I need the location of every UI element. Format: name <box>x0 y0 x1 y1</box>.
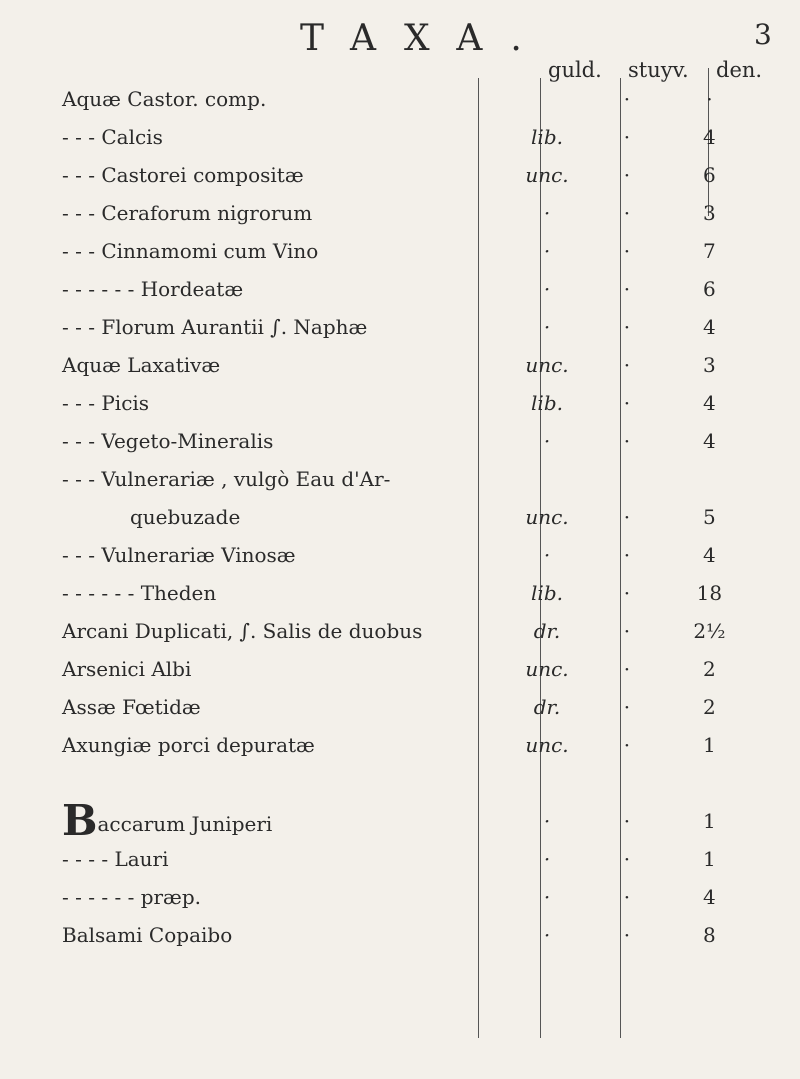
item-guld: · <box>623 125 631 149</box>
item-name-text: - - - - - - Theden <box>62 581 217 605</box>
item-stuyv: 4 <box>703 125 716 149</box>
item-stuyv: 4 <box>703 315 716 339</box>
item-guld: · <box>623 543 631 567</box>
item-unit: lib. <box>531 125 563 149</box>
item-name <box>62 764 507 802</box>
item-name-text: - - - Picis <box>62 391 150 415</box>
decorated-initial: B <box>62 796 98 845</box>
table-row <box>62 840 752 878</box>
item-guld: · <box>623 847 631 871</box>
item-name-text: Arsenici Albi <box>62 657 192 681</box>
item-guld: · <box>623 619 631 643</box>
item-unit: · <box>543 809 551 833</box>
item-name-text: Balsami Copaibo <box>62 923 233 947</box>
item-name-text: - - - Calcis <box>62 125 163 149</box>
item-stuyv: 5 <box>703 505 716 529</box>
item-name <box>62 688 507 726</box>
table-row <box>62 612 752 650</box>
item-stuyv: 1 <box>703 733 716 757</box>
item-stuyv: 2 <box>703 695 716 719</box>
item-name <box>62 384 507 422</box>
item-stuyv: 18 <box>696 581 723 605</box>
item-stuyv: 4 <box>703 429 716 453</box>
item-name-text: Arcani Duplicati, ∫. Salis de duobus <box>62 619 423 643</box>
table-row <box>62 536 752 574</box>
table-row <box>62 688 752 726</box>
item-name-text: - - - - Lauri <box>62 847 169 871</box>
item-guld: · <box>623 239 631 263</box>
item-unit: dr. <box>533 695 561 719</box>
table-row <box>62 726 752 764</box>
item-name <box>62 194 507 232</box>
item-name-text: accarum Juniperi <box>97 812 273 836</box>
item-guld: · <box>623 353 631 377</box>
item-unit <box>507 764 587 802</box>
item-guld: · <box>623 695 631 719</box>
item-unit: · <box>543 315 551 339</box>
item-name-text: - - - Florum Aurantii ∫. Naphæ <box>62 315 368 339</box>
item-stuyv: 3 <box>703 353 716 377</box>
item-name-text: Assæ Fœtidæ <box>62 695 201 719</box>
item-guld: · <box>623 277 631 301</box>
tariff-table <box>62 80 752 954</box>
item-stuyv: 6 <box>703 277 716 301</box>
item-name <box>62 840 507 878</box>
column-header-den: den. <box>716 58 763 82</box>
item-unit: · <box>543 847 551 871</box>
item-name-text: - - - - - - Hordeatæ <box>62 277 244 301</box>
item-guld: · <box>623 201 631 225</box>
item-name <box>62 650 507 688</box>
item-stuyv: 4 <box>703 391 716 415</box>
table-row <box>62 650 752 688</box>
item-unit: lib. <box>531 581 563 605</box>
item-stuyv: 2½ <box>693 619 726 643</box>
item-name-text: - - - Cinnamomi cum Vino <box>62 239 319 263</box>
item-guld: · <box>623 315 631 339</box>
table-row <box>62 422 752 460</box>
item-name <box>62 80 507 118</box>
item-name <box>62 118 507 156</box>
table-row <box>62 346 752 384</box>
table-row <box>62 878 752 916</box>
table-row <box>62 194 752 232</box>
table-row <box>62 498 752 536</box>
item-name-text: quebuzade <box>130 505 241 529</box>
item-unit: unc. <box>525 353 569 377</box>
item-unit: · <box>543 885 551 909</box>
item-stuyv: 4 <box>703 543 716 567</box>
item-unit <box>507 460 587 498</box>
item-name <box>62 726 507 764</box>
item-name <box>62 346 507 384</box>
item-stuyv: 3 <box>703 201 716 225</box>
item-name <box>62 612 507 650</box>
item-name-text: Aquæ Laxativæ <box>62 353 221 377</box>
item-name <box>62 498 507 536</box>
item-stuyv: · <box>706 87 713 111</box>
item-name <box>62 270 507 308</box>
item-stuyv: 1 <box>703 809 716 833</box>
item-name <box>62 536 507 574</box>
item-stuyv <box>667 460 752 498</box>
item-name <box>62 878 507 916</box>
item-unit: unc. <box>525 657 569 681</box>
item-unit: · <box>543 429 551 453</box>
table-row <box>62 118 752 156</box>
item-unit: unc. <box>525 505 569 529</box>
item-stuyv: 2 <box>703 657 716 681</box>
table-row <box>62 270 752 308</box>
item-name-text: - - - - - - præp. <box>62 885 202 909</box>
item-unit: · <box>543 923 551 947</box>
item-name-text: - - - Vulnerariæ Vinosæ <box>62 543 296 567</box>
table-row <box>62 802 752 840</box>
item-unit: · <box>543 201 551 225</box>
item-name <box>62 156 507 194</box>
table-row <box>62 916 752 954</box>
table-row <box>62 232 752 270</box>
item-unit: lib. <box>531 391 563 415</box>
item-guld: · <box>623 429 631 453</box>
item-guld: · <box>623 657 631 681</box>
item-name-text: - - - Vulnerariæ , vulgò Eau d'Ar- <box>62 467 391 491</box>
item-guld: · <box>623 809 631 833</box>
item-name <box>62 916 507 954</box>
item-guld: · <box>623 163 631 187</box>
item-unit: unc. <box>525 163 569 187</box>
item-guld: · <box>623 733 631 757</box>
item-name-text: - - - Ceraforum nigrorum <box>62 201 313 225</box>
item-stuyv <box>667 764 752 802</box>
item-name-text: - - - Castorei compositæ <box>62 163 304 187</box>
table-row <box>62 80 752 118</box>
table-row <box>62 574 752 612</box>
item-guld: · <box>623 87 631 111</box>
table-row <box>62 764 752 802</box>
item-guld: · <box>623 885 631 909</box>
item-guld <box>587 460 667 498</box>
column-header-stuyv: stuyv. <box>628 58 689 82</box>
table-row <box>62 156 752 194</box>
item-unit: unc. <box>525 733 569 757</box>
item-name <box>62 460 507 498</box>
item-unit <box>507 80 587 118</box>
table-row <box>62 308 752 346</box>
item-name <box>62 308 507 346</box>
header-title: TAXA. <box>300 18 550 59</box>
item-unit: · <box>543 239 551 263</box>
item-unit: dr. <box>533 619 561 643</box>
item-guld: · <box>623 923 631 947</box>
page-number: 3 <box>754 18 772 51</box>
item-name <box>62 796 507 845</box>
item-stuyv: 6 <box>703 163 716 187</box>
item-name <box>62 232 507 270</box>
table-row <box>62 460 752 498</box>
table-row <box>62 384 752 422</box>
item-guld: · <box>623 391 631 415</box>
item-guld: · <box>623 581 631 605</box>
item-name-text: Axungiæ porci depuratæ <box>62 733 315 757</box>
item-stuyv: 7 <box>703 239 716 263</box>
item-stuyv: 1 <box>703 847 716 871</box>
item-guld: · <box>623 505 631 529</box>
item-name <box>62 422 507 460</box>
item-name-text: Aquæ Castor. comp. <box>62 87 267 111</box>
column-header-guld: guld. <box>548 58 602 82</box>
item-guld <box>587 764 667 802</box>
item-unit: · <box>543 277 551 301</box>
item-stuyv: 4 <box>703 885 716 909</box>
item-unit: · <box>543 543 551 567</box>
item-name <box>62 574 507 612</box>
item-stuyv: 8 <box>703 923 716 947</box>
item-name-text: - - - Vegeto-Mineralis <box>62 429 274 453</box>
